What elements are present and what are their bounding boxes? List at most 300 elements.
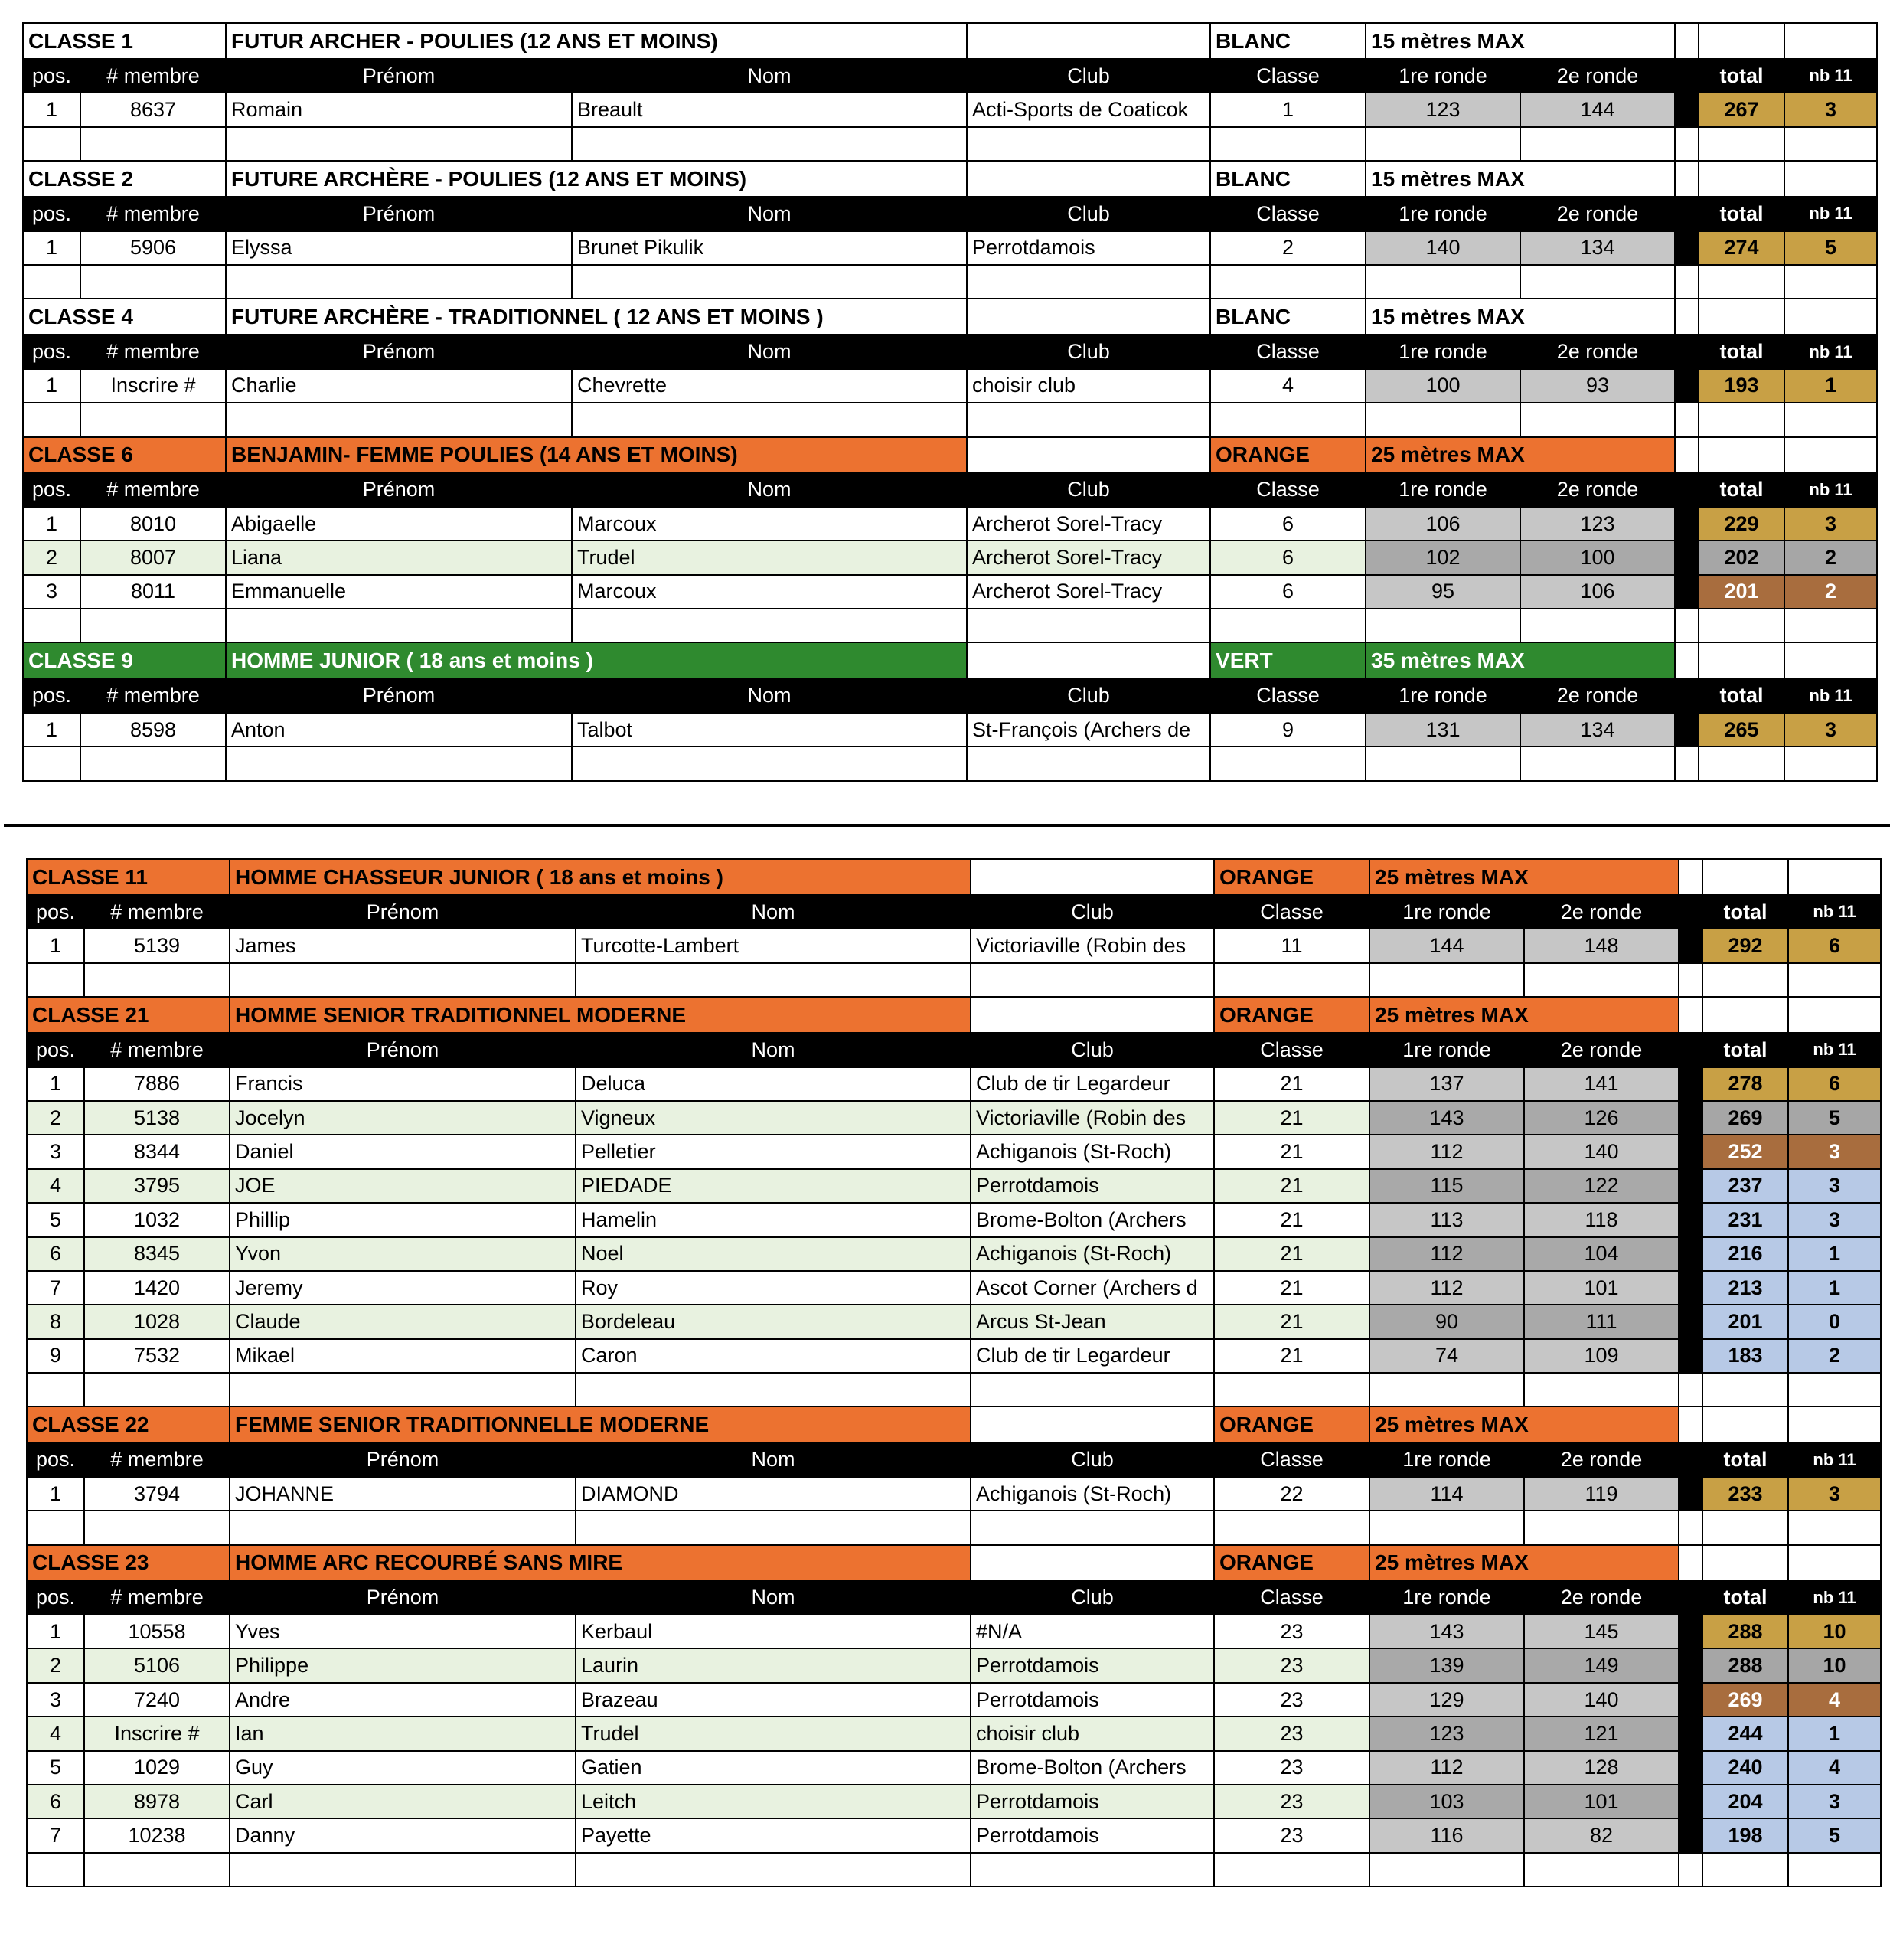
spacer-cell — [1369, 1373, 1524, 1406]
col-round-1: 1re ronde — [1366, 473, 1520, 507]
col-classe: Classe — [1210, 678, 1366, 712]
title-spacer — [1788, 997, 1881, 1033]
position: 6 — [27, 1785, 84, 1818]
first-name: JOE — [230, 1169, 576, 1203]
total-score: 265 — [1699, 713, 1784, 746]
spacer-cell — [226, 746, 572, 780]
club-name: Perrotdamois — [971, 1648, 1214, 1682]
nb11-count: 4 — [1788, 1751, 1881, 1785]
round-2-score: 128 — [1524, 1751, 1679, 1785]
class-label: CLASSE 2 — [23, 161, 226, 197]
spacer-cell — [967, 265, 1210, 299]
table-row — [23, 713, 1877, 746]
total-score: 288 — [1702, 1615, 1788, 1648]
spacer-cell — [230, 1511, 576, 1544]
col-round-2: 2e ronde — [1524, 1033, 1679, 1067]
spacer-cell — [80, 746, 226, 780]
header-gap — [1679, 1033, 1702, 1067]
member-number: 7532 — [84, 1339, 230, 1373]
col-classe: Classe — [1210, 197, 1366, 230]
nb11-count: 3 — [1788, 1135, 1881, 1168]
member-number: 8010 — [80, 507, 226, 541]
first-name: Romain — [226, 93, 572, 126]
row-gap — [1679, 1615, 1702, 1648]
header-gap — [1675, 678, 1699, 712]
table-row — [27, 1648, 1881, 1682]
class-label: CLASSE 4 — [23, 299, 226, 335]
title-spacer — [971, 1545, 1214, 1581]
spacer-cell — [572, 403, 967, 436]
col-classe: Classe — [1210, 59, 1366, 93]
column-header-row — [23, 335, 1877, 368]
position: 1 — [27, 929, 84, 962]
total-score: 240 — [1702, 1751, 1788, 1785]
spacer-cell — [1366, 609, 1520, 642]
nb11-count: 3 — [1788, 1785, 1881, 1818]
last-name: DIAMOND — [576, 1477, 971, 1511]
position: 7 — [27, 1818, 84, 1852]
last-name: Deluca — [576, 1067, 971, 1101]
table-row — [27, 1818, 1881, 1852]
member-number: 3794 — [84, 1477, 230, 1511]
spacer-cell — [971, 1373, 1214, 1406]
col-round-2: 2e ronde — [1520, 59, 1675, 93]
header-gap — [1675, 335, 1699, 368]
row-gap — [1679, 1101, 1702, 1135]
club-name: Acti-Sports de Coaticok — [967, 93, 1210, 126]
class-number: 21 — [1214, 1135, 1369, 1168]
round-1-score: 90 — [1369, 1305, 1524, 1338]
col-prenom: Prénom — [230, 1581, 576, 1615]
class-title: HOMME ARC RECOURBÉ SANS MIRE — [230, 1545, 971, 1581]
col-total: total — [1702, 1442, 1788, 1476]
spacer-cell — [226, 403, 572, 436]
spacer-cell — [1784, 746, 1877, 780]
spacer-cell — [1210, 265, 1366, 299]
member-number: 1029 — [84, 1751, 230, 1785]
round-1-score: 106 — [1366, 507, 1520, 541]
round-1-score: 116 — [1369, 1818, 1524, 1852]
col-classe: Classe — [1214, 895, 1369, 929]
class-label: CLASSE 1 — [23, 23, 226, 59]
col-classe: Classe — [1210, 335, 1366, 368]
section-title-row — [23, 161, 1877, 197]
member-number: Inscrire # — [80, 369, 226, 403]
round-2-score: 119 — [1524, 1477, 1679, 1511]
member-number: 5106 — [84, 1648, 230, 1682]
class-number: 11 — [1214, 929, 1369, 962]
class-number: 21 — [1214, 1339, 1369, 1373]
target-color: ORANGE — [1214, 997, 1369, 1033]
title-spacer — [1699, 437, 1784, 473]
spacer-row — [23, 609, 1877, 642]
spacer-cell — [23, 609, 80, 642]
col-round-1: 1re ronde — [1366, 197, 1520, 230]
last-name: Pelletier — [576, 1135, 971, 1168]
class-number: 23 — [1214, 1751, 1369, 1785]
class-number: 21 — [1214, 1169, 1369, 1203]
section-title-row — [27, 1406, 1881, 1442]
section-title-row — [23, 437, 1877, 473]
class-number: 23 — [1214, 1683, 1369, 1717]
spacer-cell — [1214, 1373, 1369, 1406]
col-total: total — [1699, 678, 1784, 712]
last-name: Roy — [576, 1271, 971, 1305]
class-title: HOMME JUNIOR ( 18 ans et moins ) — [226, 642, 967, 678]
header-gap — [1675, 197, 1699, 230]
nb11-count: 1 — [1788, 1717, 1881, 1750]
title-gap — [1675, 161, 1699, 197]
col-membre: # membre — [80, 335, 226, 368]
table-row — [27, 1169, 1881, 1203]
spacer-cell — [23, 746, 80, 780]
target-color: BLANC — [1210, 299, 1366, 335]
header-gap — [1679, 895, 1702, 929]
total-score: 292 — [1702, 929, 1788, 962]
class-number: 21 — [1214, 1067, 1369, 1101]
col-pos: pos. — [23, 473, 80, 507]
last-name: Brazeau — [576, 1683, 971, 1717]
title-spacer — [1784, 299, 1877, 335]
col-round-1: 1re ronde — [1369, 1442, 1524, 1476]
spacer-cell — [27, 1853, 84, 1886]
results-table-2 — [26, 858, 1882, 1887]
member-number: 8637 — [80, 93, 226, 126]
club-name: Archerot Sorel-Tracy — [967, 507, 1210, 541]
total-score: 252 — [1702, 1135, 1788, 1168]
row-gap — [1679, 1751, 1702, 1785]
table-row — [27, 1067, 1881, 1101]
total-score: 183 — [1702, 1339, 1788, 1373]
member-number: 1420 — [84, 1271, 230, 1305]
club-name: Archerot Sorel-Tracy — [967, 541, 1210, 574]
spacer-row — [23, 127, 1877, 161]
class-title: FUTURE ARCHÈRE - POULIES (12 ANS ET MOINS) — [226, 161, 967, 197]
section-title-row — [23, 299, 1877, 335]
first-name: Elyssa — [226, 231, 572, 265]
row-gap — [1675, 575, 1699, 609]
table-row — [23, 507, 1877, 541]
table-row — [27, 1683, 1881, 1717]
round-1-score: 129 — [1369, 1683, 1524, 1717]
col-club: Club — [971, 1581, 1214, 1615]
table-row — [27, 1305, 1881, 1338]
distance-max: 25 mètres MAX — [1369, 997, 1679, 1033]
spacer-cell — [1675, 746, 1699, 780]
round-2-score: 144 — [1520, 93, 1675, 126]
spacer-cell — [1784, 609, 1877, 642]
spacer-cell — [1520, 127, 1675, 161]
title-spacer — [971, 997, 1214, 1033]
table-row — [27, 1717, 1881, 1750]
col-membre: # membre — [84, 1442, 230, 1476]
nb11-count: 1 — [1788, 1237, 1881, 1271]
col-nom: Nom — [572, 678, 967, 712]
section-title-row — [23, 23, 1877, 59]
table-row — [23, 575, 1877, 609]
spacer-cell — [1788, 1853, 1881, 1886]
target-color: ORANGE — [1214, 859, 1369, 895]
round-1-score: 100 — [1366, 369, 1520, 403]
club-name: Perrotdamois — [971, 1785, 1214, 1818]
results-page-2 — [0, 854, 1890, 1960]
last-name: Marcoux — [572, 575, 967, 609]
round-1-score: 113 — [1369, 1203, 1524, 1236]
member-number: 1032 — [84, 1203, 230, 1236]
class-title: FUTURE ARCHÈRE - TRADITIONNEL ( 12 ANS ET MOINS ) — [226, 299, 967, 335]
last-name: Trudel — [576, 1717, 971, 1750]
class-title: HOMME SENIOR TRADITIONNEL MODERNE — [230, 997, 971, 1033]
club-name: St-François (Archers de — [967, 713, 1210, 746]
title-spacer — [1788, 1545, 1881, 1581]
first-name: Yvon — [230, 1237, 576, 1271]
nb11-count: 3 — [1784, 507, 1877, 541]
col-round-2: 2e ronde — [1520, 197, 1675, 230]
position: 3 — [27, 1683, 84, 1717]
distance-max: 25 mètres MAX — [1369, 859, 1679, 895]
col-round-2: 2e ronde — [1520, 678, 1675, 712]
table-row — [27, 1237, 1881, 1271]
position: 7 — [27, 1271, 84, 1305]
position: 1 — [23, 507, 80, 541]
club-name: Club de tir Legardeur — [971, 1067, 1214, 1101]
round-2-score: 101 — [1524, 1785, 1679, 1818]
title-spacer — [1702, 1545, 1788, 1581]
row-gap — [1679, 1477, 1702, 1511]
distance-max: 15 mètres MAX — [1366, 23, 1675, 59]
position: 8 — [27, 1305, 84, 1338]
position: 2 — [27, 1648, 84, 1682]
total-score: 201 — [1702, 1305, 1788, 1338]
spacer-cell — [1214, 963, 1369, 997]
table-row — [23, 369, 1877, 403]
distance-max: 15 mètres MAX — [1366, 299, 1675, 335]
spacer-cell — [971, 963, 1214, 997]
class-label: CLASSE 23 — [27, 1545, 230, 1581]
column-header-row — [27, 1581, 1881, 1615]
class-number: 4 — [1210, 369, 1366, 403]
col-round-1: 1re ronde — [1366, 678, 1520, 712]
last-name: Bordeleau — [576, 1305, 971, 1338]
class-label: CLASSE 21 — [27, 997, 230, 1033]
col-prenom: Prénom — [230, 895, 576, 929]
last-name: PIEDADE — [576, 1169, 971, 1203]
position: 5 — [27, 1203, 84, 1236]
spacer-cell — [576, 963, 971, 997]
position: 1 — [27, 1067, 84, 1101]
col-membre: # membre — [80, 59, 226, 93]
title-spacer — [1699, 161, 1784, 197]
spacer-cell — [967, 403, 1210, 436]
col-nb11: nb 11 — [1788, 895, 1881, 929]
col-nb11: nb 11 — [1788, 1581, 1881, 1615]
spacer-cell — [1699, 127, 1784, 161]
spacer-cell — [971, 1853, 1214, 1886]
spacer-cell — [1702, 1511, 1788, 1544]
col-total: total — [1699, 473, 1784, 507]
first-name: Jocelyn — [230, 1101, 576, 1135]
col-membre: # membre — [84, 895, 230, 929]
spacer-cell — [1679, 963, 1702, 997]
first-name: Daniel — [230, 1135, 576, 1168]
title-spacer — [967, 299, 1210, 335]
class-number: 21 — [1214, 1271, 1369, 1305]
row-gap — [1679, 1237, 1702, 1271]
class-number: 9 — [1210, 713, 1366, 746]
total-score: 267 — [1699, 93, 1784, 126]
spacer-cell — [572, 609, 967, 642]
col-classe: Classe — [1210, 473, 1366, 507]
spacer-cell — [1524, 963, 1679, 997]
club-name: Achiganois (St-Roch) — [971, 1237, 1214, 1271]
class-number: 21 — [1214, 1237, 1369, 1271]
results-page-1 — [0, 0, 1890, 827]
spacer-cell — [572, 746, 967, 780]
round-2-score: 118 — [1524, 1203, 1679, 1236]
total-score: 193 — [1699, 369, 1784, 403]
round-2-score: 121 — [1524, 1717, 1679, 1750]
target-color: ORANGE — [1214, 1545, 1369, 1581]
col-prenom: Prénom — [230, 1033, 576, 1067]
column-header-row — [27, 1442, 1881, 1476]
total-score: 231 — [1702, 1203, 1788, 1236]
first-name: Charlie — [226, 369, 572, 403]
header-gap — [1679, 1581, 1702, 1615]
spacer-cell — [23, 265, 80, 299]
last-name: Gatien — [576, 1751, 971, 1785]
total-score: 213 — [1702, 1271, 1788, 1305]
class-title: FEMME SENIOR TRADITIONNELLE MODERNE — [230, 1406, 971, 1442]
spacer-cell — [576, 1853, 971, 1886]
spacer-cell — [1520, 265, 1675, 299]
member-number: Inscrire # — [84, 1717, 230, 1750]
title-spacer — [1784, 23, 1877, 59]
last-name: Payette — [576, 1818, 971, 1852]
spacer-row — [23, 403, 1877, 436]
nb11-count: 6 — [1788, 929, 1881, 962]
row-gap — [1679, 1648, 1702, 1682]
spacer-cell — [27, 1511, 84, 1544]
round-2-score: 145 — [1524, 1615, 1679, 1648]
col-membre: # membre — [80, 197, 226, 230]
spacer-cell — [1702, 963, 1788, 997]
round-1-score: 131 — [1366, 713, 1520, 746]
round-2-score: 93 — [1520, 369, 1675, 403]
title-gap — [1675, 23, 1699, 59]
row-gap — [1679, 1683, 1702, 1717]
target-color: VERT — [1210, 642, 1366, 678]
title-spacer — [1702, 997, 1788, 1033]
table-row — [27, 1135, 1881, 1168]
position: 1 — [23, 369, 80, 403]
class-label: CLASSE 22 — [27, 1406, 230, 1442]
spacer-cell — [1788, 1373, 1881, 1406]
title-spacer — [1788, 1406, 1881, 1442]
spacer-cell — [1524, 1373, 1679, 1406]
col-prenom: Prénom — [226, 473, 572, 507]
spacer-cell — [971, 1511, 1214, 1544]
spacer-cell — [1520, 403, 1675, 436]
position: 5 — [27, 1751, 84, 1785]
position: 1 — [23, 231, 80, 265]
spacer-cell — [226, 609, 572, 642]
target-color: ORANGE — [1214, 1406, 1369, 1442]
row-gap — [1675, 507, 1699, 541]
col-nb11: nb 11 — [1784, 678, 1877, 712]
round-1-score: 143 — [1369, 1101, 1524, 1135]
spacer-cell — [1699, 746, 1784, 780]
class-number: 6 — [1210, 575, 1366, 609]
club-name: Perrotdamois — [971, 1683, 1214, 1717]
class-number: 21 — [1214, 1305, 1369, 1338]
first-name: Abigaelle — [226, 507, 572, 541]
nb11-count: 3 — [1784, 93, 1877, 126]
row-gap — [1679, 1785, 1702, 1818]
col-nb11: nb 11 — [1784, 59, 1877, 93]
spacer-row — [23, 746, 1877, 780]
table-row — [27, 1203, 1881, 1236]
total-score: 201 — [1699, 575, 1784, 609]
member-number: 10238 — [84, 1818, 230, 1852]
last-name: Chevrette — [572, 369, 967, 403]
col-pos: pos. — [23, 335, 80, 368]
round-1-score: 112 — [1369, 1271, 1524, 1305]
first-name: Ian — [230, 1717, 576, 1750]
row-gap — [1679, 1169, 1702, 1203]
first-name: JOHANNE — [230, 1477, 576, 1511]
total-score: 269 — [1702, 1683, 1788, 1717]
table-row — [27, 1785, 1881, 1818]
spacer-cell — [967, 127, 1210, 161]
club-name: Brome-Bolton (Archers — [971, 1203, 1214, 1236]
class-label: CLASSE 11 — [27, 859, 230, 895]
distance-max: 25 mètres MAX — [1369, 1406, 1679, 1442]
spacer-cell — [1214, 1511, 1369, 1544]
title-gap — [1675, 642, 1699, 678]
row-gap — [1675, 231, 1699, 265]
position: 1 — [27, 1477, 84, 1511]
spacer-cell — [1524, 1511, 1679, 1544]
col-prenom: Prénom — [226, 335, 572, 368]
total-score: 216 — [1702, 1237, 1788, 1271]
class-label: CLASSE 9 — [23, 642, 226, 678]
first-name: Emmanuelle — [226, 575, 572, 609]
total-score: 288 — [1702, 1648, 1788, 1682]
first-name: Phillip — [230, 1203, 576, 1236]
club-name: Arcus St-Jean — [971, 1305, 1214, 1338]
position: 4 — [27, 1717, 84, 1750]
spacer-row — [27, 1853, 1881, 1886]
table-row — [23, 93, 1877, 126]
round-1-score: 144 — [1369, 929, 1524, 962]
class-number: 1 — [1210, 93, 1366, 126]
first-name: Francis — [230, 1067, 576, 1101]
col-prenom: Prénom — [226, 678, 572, 712]
row-gap — [1675, 369, 1699, 403]
member-number: 8344 — [84, 1135, 230, 1168]
position: 1 — [23, 713, 80, 746]
club-name: Victoriaville (Robin des — [971, 1101, 1214, 1135]
total-score: 204 — [1702, 1785, 1788, 1818]
title-spacer — [967, 161, 1210, 197]
column-header-row — [27, 895, 1881, 929]
position: 1 — [27, 1615, 84, 1648]
title-gap — [1675, 299, 1699, 335]
col-club: Club — [967, 335, 1210, 368]
member-number: 8345 — [84, 1237, 230, 1271]
col-nom: Nom — [572, 473, 967, 507]
table-row — [27, 929, 1881, 962]
